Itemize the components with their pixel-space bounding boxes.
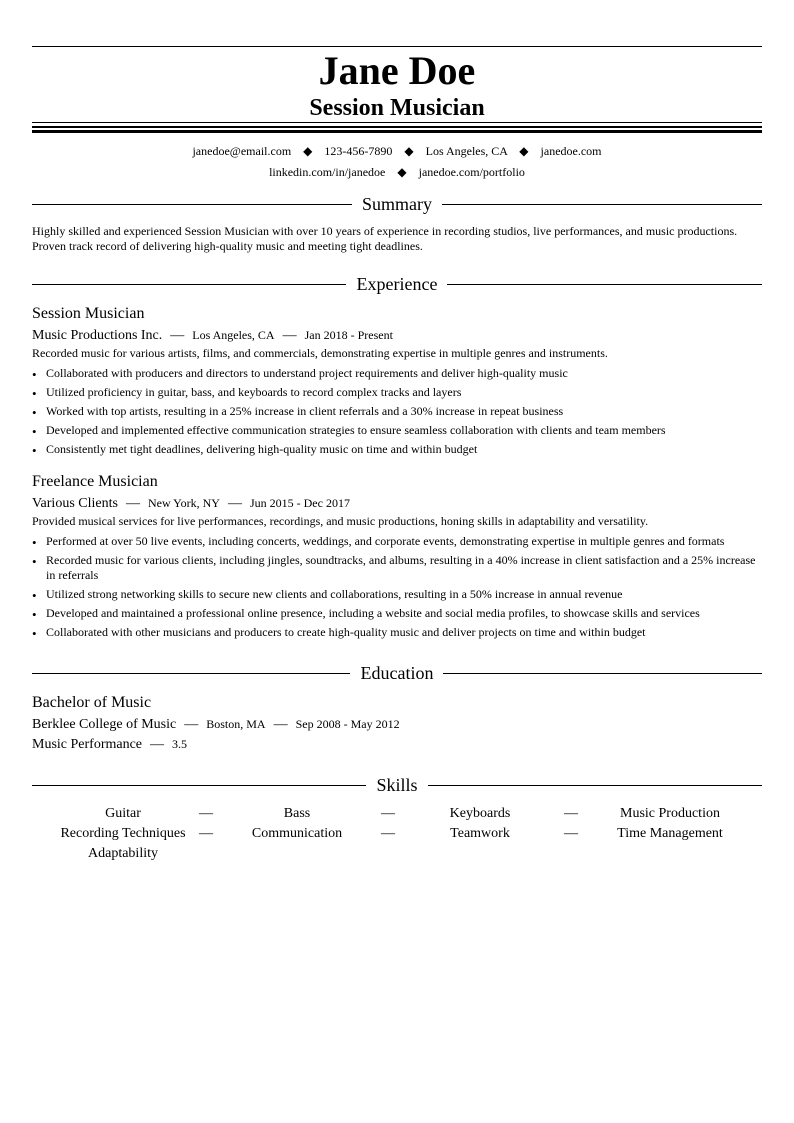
- job-meta: Music Productions Inc. — Los Angeles, CA — Jan 2018 - Present: [32, 328, 393, 343]
- candidate-name: Jane Doe: [318, 48, 476, 93]
- skills-row: [32, 804, 762, 824]
- diamond-separator-icon: ◆: [519, 144, 529, 158]
- bullet-item: • Utilized strong networking skills to secure new clients and collaborations, resulting in a 50% increase in annual revenue: [32, 587, 762, 602]
- job-title: Freelance Musician: [32, 473, 158, 490]
- section-heading-skills: [32, 774, 762, 798]
- skill-item: Time Management: [617, 826, 723, 841]
- job-meta: Various Clients — New York, NY — Jun 2015 - Dec 2017: [32, 496, 350, 511]
- skill-separator: —: [564, 826, 578, 841]
- contact-line-1: [32, 143, 762, 159]
- bullet-item: • Utilized proficiency in guitar, bass, and keyboards to record complex tracks and layers: [32, 385, 762, 400]
- bullet-item: • Worked with top artists, resulting in a 25% increase in client referrals and a 30% increase in repeat business: [32, 404, 762, 419]
- skill-item: Bass: [283, 806, 311, 821]
- header-triple-rule: [32, 122, 762, 133]
- bullet-item: • Consistently met tight deadlines, delivering high-quality music on time and within budget: [32, 442, 762, 457]
- header-top-rule: [32, 46, 762, 47]
- education-major: Music Performance: [32, 737, 143, 752]
- skills-row: [32, 844, 762, 864]
- candidate-role: Session Musician: [309, 95, 485, 121]
- school-location: Boston, MA: [206, 717, 266, 731]
- education-dates: Sep 2008 - May 2012: [295, 717, 400, 731]
- job-title: Session Musician: [32, 305, 145, 322]
- skill-item: Keyboards: [449, 806, 511, 821]
- bullet-item: • Recorded music for various clients, including jingles, soundtracks, and albums, resulting in a 40% increase in client satisfaction and a 25% increase in referrals: [32, 553, 762, 583]
- contact-location: Los Angeles, CA: [425, 144, 508, 158]
- skill-item: Communication: [251, 826, 343, 841]
- job-dates: Jun 2015 - Dec 2017: [249, 496, 350, 510]
- contact-line-2: [32, 164, 762, 180]
- education-heading: Education: [351, 663, 444, 683]
- skills-heading: Skills: [366, 775, 427, 795]
- skill-item: Teamwork: [450, 826, 510, 841]
- job-location: Los Angeles, CA: [192, 328, 275, 342]
- education-major-line: Music Performance — 3.5: [32, 737, 188, 752]
- contact-email[interactable]: janedoe@email.com: [192, 144, 292, 158]
- section-heading-summary: [32, 193, 762, 217]
- job-description: Recorded music for various artists, films, and commercials, demonstrating expertise in multiple genres and instruments.: [32, 346, 608, 360]
- job-description: Provided musical services for live performances, recordings, and music productions, honing skills in adaptability and versatility.: [32, 514, 649, 528]
- diamond-separator-icon: ◆: [404, 144, 414, 158]
- job-company: Music Productions Inc.: [32, 328, 163, 343]
- skill-separator: —: [381, 826, 395, 841]
- summary-text: Highly skilled and experienced Session Musician with over 10 years of experience in recording studios, live performances, and music productions. Proven track record of delivering high-quality music and meeting tight deadlines.: [32, 224, 738, 253]
- skills-row: [32, 824, 762, 844]
- bullet-item: • Performed at over 50 live events, including concerts, weddings, and corporate events, demonstrating expertise in multiple genres and formats: [32, 534, 762, 549]
- section-heading-experience: [32, 273, 762, 297]
- job-dates: Jan 2018 - Present: [304, 328, 393, 342]
- school-name: Berklee College of Music: [32, 717, 177, 732]
- skill-separator: —: [199, 806, 213, 821]
- skill-item: Adaptability: [88, 846, 158, 861]
- skill-separator: —: [199, 826, 213, 841]
- degree-title: Bachelor of Music: [32, 694, 152, 711]
- diamond-separator-icon: ◆: [397, 165, 407, 179]
- experience-heading: Experience: [347, 274, 448, 294]
- section-heading-education: [32, 662, 762, 686]
- education-gpa: 3.5: [172, 737, 188, 751]
- summary-heading: Summary: [352, 194, 442, 214]
- diamond-separator-icon: ◆: [303, 144, 313, 158]
- skill-separator: —: [564, 806, 578, 821]
- job-company: Various Clients: [32, 496, 118, 511]
- job-bullets: [32, 534, 762, 644]
- bullet-item: • Developed and maintained a professional online presence, including a website and social media profiles, to showcase skills and services: [32, 606, 762, 621]
- contact-phone[interactable]: 123-456-7890: [324, 144, 393, 158]
- skill-item: Recording Techniques: [60, 826, 186, 841]
- bullet-item: • Developed and implemented effective communication strategies to ensure seamless collaboration with clients and team members: [32, 423, 762, 438]
- bullet-item: • Collaborated with producers and directors to understand project requirements and deliver high-quality music: [32, 366, 762, 381]
- contact-linkedin[interactable]: linkedin.com/in/janedoe: [269, 165, 386, 179]
- job-location: New York, NY: [147, 496, 220, 510]
- job-bullets: [32, 366, 762, 461]
- contact-portfolio[interactable]: janedoe.com/portfolio: [418, 165, 525, 179]
- skills-grid: [32, 804, 762, 864]
- contact-website[interactable]: janedoe.com: [540, 144, 602, 158]
- skill-item: Music Production: [620, 806, 720, 821]
- skill-item: Guitar: [105, 806, 141, 821]
- bullet-item: • Collaborated with other musicians and producers to create high-quality music and deliver projects on time and within budget: [32, 625, 762, 640]
- skill-separator: —: [381, 806, 395, 821]
- education-meta: Berklee College of Music — Boston, MA — Sep 2008 - May 2012: [32, 717, 400, 732]
